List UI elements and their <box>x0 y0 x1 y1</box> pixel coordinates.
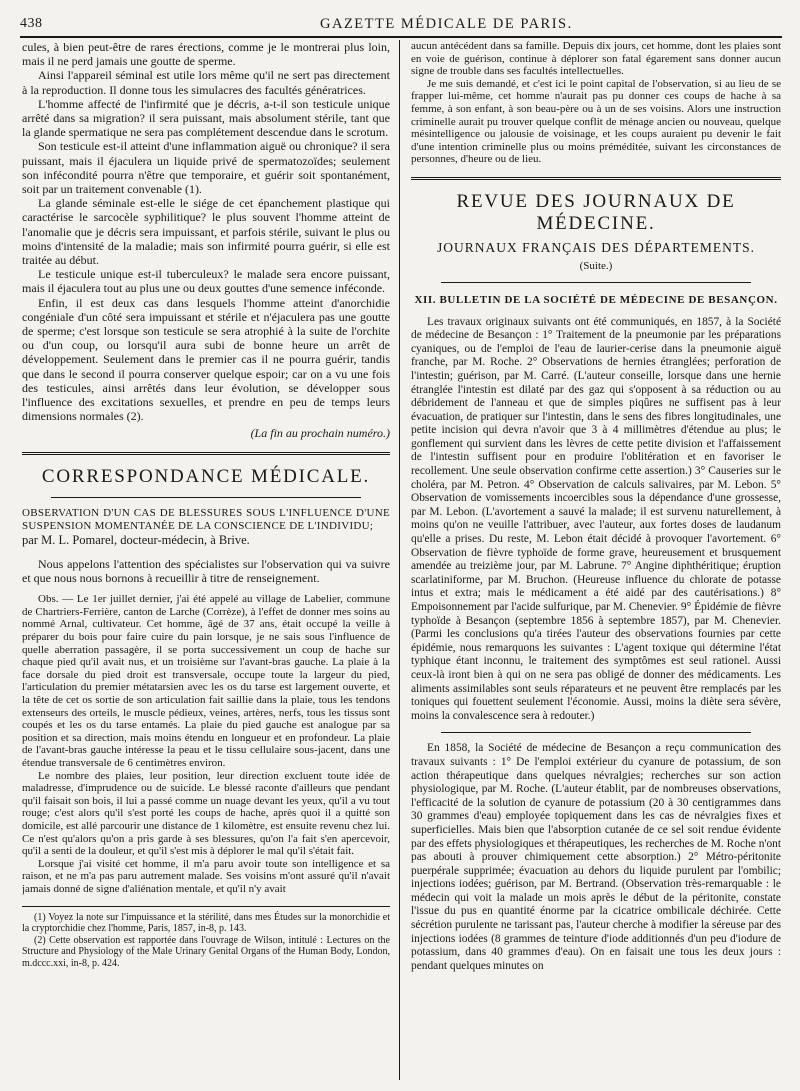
right-column <box>411 40 781 1080</box>
column-rule <box>399 40 400 1080</box>
title-divider <box>51 497 360 498</box>
footnote: (2) Cette observation est rapportée dans l'ouvrage de Wilson, intitulé : Lectures on the Structure and Physiology of the Male Urinary Genital Organs of the Human Body, London, m.dccc.xxi, in-8, p. 424. <box>22 934 390 969</box>
observation-paragraph: Le nombre des plaies, leur position, leur direction excluent toute idée de maladresse, d'imprudence ou de suicide. Le blessé raconte d'ailleurs que pendant qu'il faisait son bois, il lui a passé comme un nuage devant les yeux, qu'il a vu tout rouge; c'est alors qu'il s'est porté les coups de hache, après quoi il a quitté son domicile, est allé parcourir une distance de 1 kilomètre, est ensuite revenu chez lui. Ce n'est qu'alors qu'on a pris garde à ses blessures, qu'on l'a fait s'en apercevoir, qu'il a senti de la douleur, et qu'il s'est mis à déplorer le mal qu'il s'était fait. <box>22 769 390 858</box>
section-divider <box>22 452 390 455</box>
body-paragraph: Les travaux originaux suivants ont été communiqués, en 1857, à la Société de médecine de Besançon : 1° Traitement de la pneumonie par les préparations cyaniques, ou de l'emploi de l'eau de laurier-cerise dans la pneumonie aiguë franche, par M. Roche. 2° Observations de hernies étranglées; perforation de l'intestin; guérison, par M. Carré. (L'auteur conseille, lorsque dans une hernie étranglée l'intestin est dilaté par des gaz qui s'opposent à sa réduction ou au débridement de l'anneau et que de simples piqûres ne suffisent pas à leur évacuation, de pratiquer sur l'intestin, dans le sens des fibres longitudinales, une petite incision qui devra n'avoir que 3 à 4 millimètres d'étendue au plus; le gonflement qui survient dans les lèvres de cette petite division et l'affaissement de l'intestin suffisent pour en produire l'oblitération et en favoriser le recollement. Une seule observation confirme cette assertion.) 3° Causeries sur le choléra, par M. Petron. 4° Observation de calculs salivaires, par M. Lebon. 5° Observation de vomissements incoercibles sous la dépendance d'une grossesse, par M. Lebon. (L'avortement a sauvé la malade; il est survenu naturellement, à moins qu'on ne veuille l'attribuer, avec l'auteur, aux fortes doses de laudanum qu'elle a prises. Du reste, M. Lebon était décidé à provoquer l'avortement. 6° Observation de fièvre typhoïde de forme grave, heureusement et brusquement amendée au treizième jour, par M. Labrune. 7° Angine diphthéritique; éruption scarlatiniforme, par M. Bruchon. (Heureuse influence du chlorate de potasse intus et extra; mais le médicament a été aidé par des cautérisations.) 8° Empoisonnement par l'acide sulfurique, par M. Chenevier. 9° Épidémie de fièvre typhoïde à Besançon (septembre 1856 à septembre 1857), par M. Chenevier. (Parmi les conclusions qu'a tirées l'auteur des observations fournies par cette épidémie, nous remarquons les suivantes : L'agent toxique qui détermine l'état typhique étant inconnu, le traitement des symptômes est seul rationel. Aussi ceux-là iront bien à qui on ne sera pas obligé de donner des médicaments. Les aliments assimilables sont seuls réparateurs et ne peuvent être remplacés par les toniques qui fouettent seulement l'économie. Aussi, moins la diète sera sévère, moins la convalescence sera à redouter.) <box>411 315 781 722</box>
left-column <box>22 40 390 1080</box>
body-paragraph: Le testicule unique est-il tuberculeux? le malade sera encore puissant, mais il éjaculera tout au plus une ou deux gouttes d'une semence inféconde. <box>22 267 390 296</box>
author-byline: par M. L. Pomarel, docteur-médecin, à Brive. <box>22 532 250 547</box>
body-paragraph: Ainsi l'appareil séminal est utile lors même qu'il ne sert pas directement à la reproduction. Il donne tous les simulacres des facultés génératrices. <box>22 68 390 97</box>
body-paragraph: aucun antécédent dans sa famille. Depuis dix jours, cet homme, dont les plaies sont en voie de guérison, continue à déplorer son fatal égarement sans donner aucun signe de trouble dans ses facultés intellectuelles. <box>411 40 781 78</box>
section-title: CORRESPONDANCE MÉDICALE. <box>41 465 371 487</box>
bulletin-heading: XII. BULLETIN DE LA SOCIÉTÉ DE MÉDECINE DE BESANÇON. <box>414 294 778 307</box>
observation-title: OBSERVATION D'UN CAS DE BLESSURES SOUS L'INFLUENCE D'UNE SUSPENSION MOMENTANÉE DE LA CONSCIENCE DE L'INDIVIDU; <box>22 506 390 532</box>
paragraph-divider <box>441 732 752 733</box>
intro-paragraph: Nous appelons l'attention des spécialistes sur l'observation qui va suivre et que nous nous bornons à recueillir à titre de renseignement. <box>22 556 390 586</box>
body-paragraph: L'homme affecté de l'infirmité que je décris, a-t-il son testicule unique arrêté dans sa migration? il sera puissant, mais absolument stérile, tant que la glande spermatique ne sera pas complétement descendue dans le scrotum. <box>22 96 390 140</box>
body-paragraph: cules, à bien peut-être de rares érections, comme je le montrerai plus loin, mais il ne perd jamais une goutte de sperme. <box>22 40 390 69</box>
footnotes <box>22 906 390 970</box>
body-paragraph: Son testicule est-il atteint d'une inflammation aiguë ou chronique? il sera puissant, mais il éjaculera un liquide privé de spermatozoïdes; seulement son infécondité pourra n'être que temporaire, et guérir soit spontanément, soit par un traitement convenable (1). <box>22 139 390 197</box>
observation-paragraph: Obs. — Le 1er juillet dernier, j'ai été appelé au village de Labelier, commune de Chartriers-Ferrière, canton de Larche (Corrèze), à l'effet de donner mes soins au nommé Arnal, cultivateur. Cet homme, âgé de 37 ans, était occupé la veille à préparer du bois pour faire cuire du pain lorsque, je ne sais sous l'influence de quelle aberration passagère, il se porta successivement un coup de hache sur chaque pied qu'il avait nus, et un troisième sur l'avant-bras gauche. La plaie à la face dorsale du pied droit est transversale, occupe toute la largeur du pied, l'articulation du premier métatarsien avec les os du tarse est largement ouverte, et la tête de cet os sortie de son articulation fait saillie dans la plaie, tous les tendons extenseurs des orteils, le muscle pédieux, veines, artères, nerfs, tous les tissus sont coupés et les os du tarse entamés. La plaie du pied gauche est analogue par sa position et sa direction, mais moins étendu en longueur et en profondeur. La plaie de l'avant-bras gauche intéresse la peau et le tissu cellulaire sous-jacent, dans une étendue transversale de 6 centimètres environ. <box>22 593 390 770</box>
title-divider <box>441 282 752 283</box>
body-paragraph: En 1858, la Société de médecine de Besançon a reçu communication des travaux suivants : 1° De l'emploi extérieur du cyanure de potassium, de son action thérapeutique dans quelques névralgies; recherches sur son action physiologique, par M. Roche. (L'auteur établit, par de nombreuses observations, l'efficacité de la solution de cyanure de potassium (20 à 30 centigrammes dans 30 grammes d'eau) employée topiquement dans les cas de névralgies fixes et superficielles. Mais bien que l'absorption cutanée de ce sel soit rendue évidente par des effets physiologiques et thérapeutiques, les recherches de M. Roche n'ont pas abouti à prouver chimiquement cette absorption.) 2° Métro-péritonite puerpérale supprimée; évacuation au dehors du liquide purulent par l'ombilic; injections iodées; guérison, par M. Bertrand. (Observation très-remarquable : le médecin qui voit la malade un mois après le début de la péritonite, constate l'issue du pus en quantité énorme par la cicatrice ombilicale déchirée. Cette sécrétion purulente ne tarissant pas, l'auteur cherche à modifier la séreuse par des injections iodées (8 grammes de teinture d'iode additionnés d'un peu d'iodure de potassium, dans 40 grammes d'eau). On en faisait une tous les deux jours : pendant quelques minutes on <box>411 742 781 972</box>
suite-label: (Suite.) <box>579 260 613 273</box>
review-body <box>411 316 781 974</box>
running-title: GAZETTE MÉDICALE DE PARIS. <box>320 16 573 32</box>
section-title: REVUE DES JOURNAUX DE MÉDECINE. <box>456 190 736 234</box>
section-divider <box>411 177 781 180</box>
continuation-note: (La fin au prochain numéro.) <box>250 426 390 441</box>
body-paragraph: Enfin, il est deux cas dans lesquels l'homme atteint d'anorchidie congéniale d'un côté sera impuissant et stérile et n'éjaculera pas une goutte de sperme; c'est lorsque son testicule se sera atrophié à la suite de l'orchite ou d'un coup, ou lorsqu'il aura subi de bonne heure un arrêt de développement. Seulement dans le premier cas il ne pourra guérir, tandis que dans le second il pourra conserver quelque espoir; car on a vu une fois des testicules, ainsi arrêtés dans leur évolution, se développer sous l'influence des excitations sexuelles, et prendre en peu de temps leurs dimensions normales (2). <box>22 295 390 424</box>
body-paragraph: Je me suis demandé, et c'est ici le point capital de l'observation, si au lieu de se frapper lui-même, cet homme n'aurait pas pu donner ces coups de hache à sa femme, à son enfant, à son beau-père ou à un de ses voisins. Alors une instruction criminelle aurait pu trouver quelque conflit de ménage ancien ou nouveau, quelque mésintelligence ou jalousie de voisinage, et les coups auraient pu devenir le fait d'une intention criminelle plus ou moins préméditée, suivant les circonstances de personnes, d'heure ou de lieu. <box>411 77 781 166</box>
body-paragraph: La glande séminale est-elle le siége de cet épanchement plastique qui caractérise le sarcocèle syphilitique? le plus souvent l'homme atteint de l'anomalie que je décris sera impuissant, et parfois stérile, suivant le plus ou moins d'intensité de la maladie; mais son infirmité pourra guérir, si elle est traitée au début. <box>22 196 390 268</box>
page-header <box>20 12 782 38</box>
page-number: 438 <box>20 16 43 31</box>
subsection-title: JOURNAUX FRANÇAIS DES DÉPARTEMENTS. <box>437 239 755 255</box>
footnote: (1) Voyez la note sur l'impuissance et la stérilité, dans mes Études sur la monorchidie et la cryptorchidie chez l'homme, Paris, 1857, in-8, p. 143. <box>22 911 390 935</box>
observation-paragraph: Lorsque j'ai visité cet homme, il m'a paru avoir toute son intelligence et sa raison, et ne m'a pas paru autrement malade. Ses voisins m'ont assuré qu'il n'avait jamais donné de signe d'aliénation mentale, et qu'il n'y avait <box>22 857 390 895</box>
